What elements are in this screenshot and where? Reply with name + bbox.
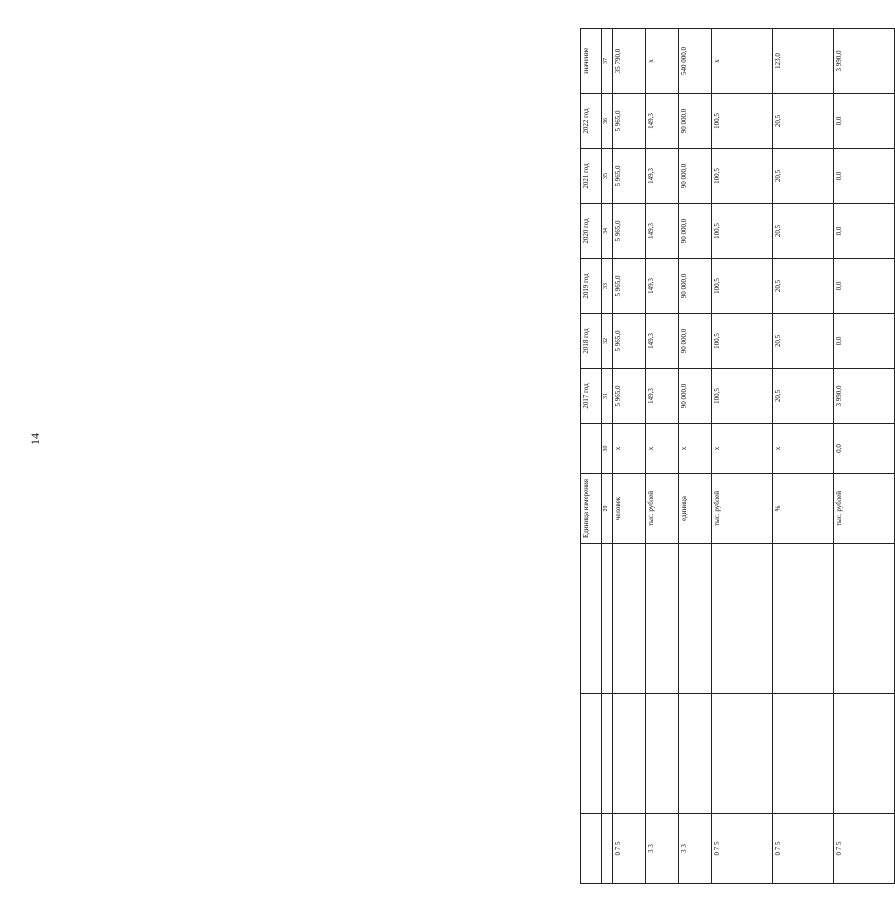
- indicator-name-cell: [834, 544, 895, 694]
- column-number-row: [602, 29, 613, 884]
- year-value-cell: 5 965,0: [613, 149, 646, 204]
- base-year-cell: x: [712, 424, 773, 474]
- code-cell: 0 7 5: [712, 814, 773, 884]
- table-row: [773, 29, 834, 884]
- indicator-name-cell: [712, 544, 773, 694]
- year-value-cell: 20,5: [773, 314, 834, 369]
- year-value-cell: 149,3: [646, 149, 679, 204]
- col-number: 29: [602, 474, 613, 544]
- total-value-cell: x: [646, 29, 679, 94]
- header-year-2019: 2019 год: [581, 259, 602, 314]
- year-value-cell: 90 000,0: [679, 259, 712, 314]
- year-value-cell: 100,5: [712, 204, 773, 259]
- year-value-cell: 5 965,0: [613, 204, 646, 259]
- year-value-cell: 20,5: [773, 369, 834, 424]
- year-value-cell: 90 000,0: [679, 369, 712, 424]
- year-value-cell: 149,3: [646, 314, 679, 369]
- indicator-name-cell: [679, 544, 712, 694]
- indicator-name-cell: [773, 544, 834, 694]
- program-table: [580, 28, 895, 884]
- year-value-cell: 149,3: [646, 369, 679, 424]
- analytic-code-cell: [834, 694, 895, 814]
- header-year-2017: 2017 год: [581, 369, 602, 424]
- col-number: 37: [602, 29, 613, 94]
- code-cell: 0 7 5: [834, 814, 895, 884]
- indicator-name-cell: [646, 544, 679, 694]
- unit-cell: %: [773, 474, 834, 544]
- col-number: 36: [602, 94, 613, 149]
- table-row: [679, 29, 712, 884]
- col-number: 30: [602, 424, 613, 474]
- total-value-cell: 123,0: [773, 29, 834, 94]
- year-value-cell: 100,5: [712, 259, 773, 314]
- total-value-cell: 35 790,0: [613, 29, 646, 94]
- table-body: [613, 29, 895, 884]
- total-value-cell: 3 990,0: [834, 29, 895, 94]
- code-cell: 0 7 5: [773, 814, 834, 884]
- year-value-cell: 100,5: [712, 369, 773, 424]
- table-header-row: [581, 29, 602, 884]
- year-value-cell: 100,5: [712, 94, 773, 149]
- col-number: 34: [602, 204, 613, 259]
- base-year-cell: x: [773, 424, 834, 474]
- header-code: [581, 814, 602, 884]
- header-year-2020: 2020 год: [581, 204, 602, 259]
- year-value-cell: 90 000,0: [679, 149, 712, 204]
- col-number: 33: [602, 259, 613, 314]
- unit-cell: тыс. рублей: [834, 474, 895, 544]
- year-value-cell: 0,0: [834, 94, 895, 149]
- analytic-code-cell: [773, 694, 834, 814]
- code-cell: 0 7 5: [613, 814, 646, 884]
- year-value-cell: 100,5: [712, 149, 773, 204]
- year-value-cell: 0,0: [834, 259, 895, 314]
- year-value-cell: 0,0: [834, 149, 895, 204]
- analytic-code-cell: [679, 694, 712, 814]
- analytic-code-cell: [646, 694, 679, 814]
- table-row: [613, 29, 646, 884]
- unit-cell: человек: [613, 474, 646, 544]
- header-year-2018: 2018 год: [581, 314, 602, 369]
- year-value-cell: 90 000,0: [679, 314, 712, 369]
- col-number: 31: [602, 369, 613, 424]
- header-analytic-code: [581, 694, 602, 814]
- year-value-cell: 20,5: [773, 259, 834, 314]
- year-value-cell: 5 965,0: [613, 369, 646, 424]
- base-year-cell: x: [613, 424, 646, 474]
- year-value-cell: 20,5: [773, 94, 834, 149]
- year-value-cell: 3 990,0: [834, 369, 895, 424]
- year-value-cell: 149,3: [646, 204, 679, 259]
- rotated-table-container: [580, 28, 895, 884]
- year-value-cell: 20,5: [773, 149, 834, 204]
- year-value-cell: 100,5: [712, 314, 773, 369]
- base-year-cell: x: [679, 424, 712, 474]
- header-value: значение: [581, 29, 602, 94]
- header-year-2021: 2021 год: [581, 149, 602, 204]
- header-year-2022: 2022 год: [581, 94, 602, 149]
- header-unit: Единица измерения: [581, 474, 602, 544]
- indicator-name-cell: [613, 544, 646, 694]
- unit-cell: тыс. рублей: [712, 474, 773, 544]
- year-value-cell: 90 000,0: [679, 94, 712, 149]
- year-value-cell: 5 965,0: [613, 94, 646, 149]
- code-cell: 3 3: [679, 814, 712, 884]
- col-number: 32: [602, 314, 613, 369]
- year-value-cell: 0,0: [834, 204, 895, 259]
- page-number: 14: [28, 433, 42, 445]
- year-value-cell: 20,5: [773, 204, 834, 259]
- base-year-cell: x: [646, 424, 679, 474]
- year-value-cell: 5 965,0: [613, 259, 646, 314]
- total-value-cell: x: [712, 29, 773, 94]
- unit-cell: единица: [679, 474, 712, 544]
- table-row: [646, 29, 679, 884]
- year-value-cell: 149,3: [646, 94, 679, 149]
- table-row: [712, 29, 773, 884]
- table-row: [834, 29, 895, 884]
- code-cell: 3 3: [646, 814, 679, 884]
- total-value-cell: 540 000,0: [679, 29, 712, 94]
- header-name: [581, 544, 602, 694]
- col-number: 35: [602, 149, 613, 204]
- year-value-cell: 90 000,0: [679, 204, 712, 259]
- header-base-year: [581, 424, 602, 474]
- base-year-cell: 0,0: [834, 424, 895, 474]
- analytic-code-cell: [613, 694, 646, 814]
- unit-cell: тыс. рублей: [646, 474, 679, 544]
- year-value-cell: 149,3: [646, 259, 679, 314]
- year-value-cell: 0,0: [834, 314, 895, 369]
- year-value-cell: 5 965,0: [613, 314, 646, 369]
- analytic-code-cell: [712, 694, 773, 814]
